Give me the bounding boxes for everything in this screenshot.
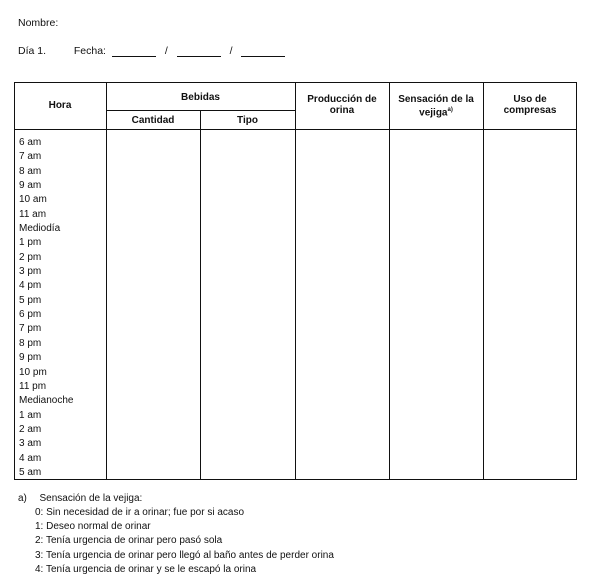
legend-option: 1: Deseo normal de orinar [35, 521, 151, 533]
time-label: 1 pm [19, 237, 42, 249]
time-label: 4 pm [19, 280, 42, 292]
legend-option: 3: Tenía urgencia de orinar pero llegó al baño antes de perder orina [35, 549, 334, 561]
dia-label: Día 1. [18, 45, 47, 57]
time-label: 2 pm [19, 251, 42, 263]
date-separator: / [164, 45, 168, 57]
legend-title: Sensación de la vejiga: [39, 493, 143, 504]
col-divider [106, 82, 107, 480]
time-label: 5 pm [19, 294, 42, 306]
header-hora: Hora [48, 100, 72, 111]
time-label: 4 am [19, 452, 42, 464]
time-label: 8 pm [19, 337, 42, 349]
header-bottom-divider [14, 129, 577, 130]
header-tipo: Tipo [237, 115, 258, 126]
time-label: 9 pm [19, 352, 42, 364]
time-label: 5 am [19, 466, 42, 478]
time-label: 11 am [19, 208, 47, 220]
header-uso: Uso de compresas [503, 94, 557, 116]
time-label: Medianoche [19, 395, 74, 407]
fecha-month-field[interactable] [177, 45, 221, 57]
fecha-label: Fecha: [73, 45, 106, 57]
nombre-label: Nombre: [18, 17, 59, 29]
bladder-sensation-legend [18, 492, 334, 577]
header-cantidad: Cantidad [131, 115, 175, 126]
bebidas-subheader-divider [106, 110, 295, 111]
time-label: 6 pm [19, 309, 42, 321]
header-sensacion: Sensación de la vejiga$^{a)}$ [398, 94, 474, 119]
header-bebidas: Bebidas [181, 92, 220, 103]
time-label: 1 am [19, 409, 42, 421]
footnote-marker: a) [447, 107, 453, 113]
legend-title-row [18, 492, 334, 506]
time-label: 11 pm [19, 380, 47, 392]
time-label: 8 am [19, 165, 42, 177]
col-divider [295, 82, 296, 480]
time-label: 9 am [19, 180, 42, 192]
time-label: 3 pm [19, 266, 42, 278]
col-divider [389, 82, 390, 480]
time-label: 6 am [19, 137, 42, 148]
legend-option: 4: Tenía urgencia de orinar y se le escapó la orina [35, 563, 257, 575]
time-label: 7 pm [19, 323, 42, 335]
date-separator: / [229, 45, 233, 57]
legend-option: 0: Sin necesidad de ir a orinar; fue por si acaso [35, 507, 245, 518]
legend-marker: a) [18, 493, 27, 504]
time-label: 10 am [19, 194, 47, 206]
legend-option: 2: Tenía urgencia de orinar pero pasó sola [35, 535, 223, 547]
time-label: 7 am [19, 151, 42, 163]
time-label: Mediodía [19, 223, 61, 235]
time-label: 3 am [19, 438, 42, 450]
fecha-day-field[interactable] [112, 45, 156, 57]
header-produccion: Producción de orina [307, 94, 377, 116]
time-list [19, 136, 73, 480]
date-line [18, 45, 285, 57]
time-label: 10 pm [19, 366, 47, 378]
fecha-year-field[interactable] [241, 45, 285, 57]
time-label: 2 am [19, 423, 42, 435]
col-divider [200, 110, 201, 480]
col-divider [483, 82, 484, 480]
